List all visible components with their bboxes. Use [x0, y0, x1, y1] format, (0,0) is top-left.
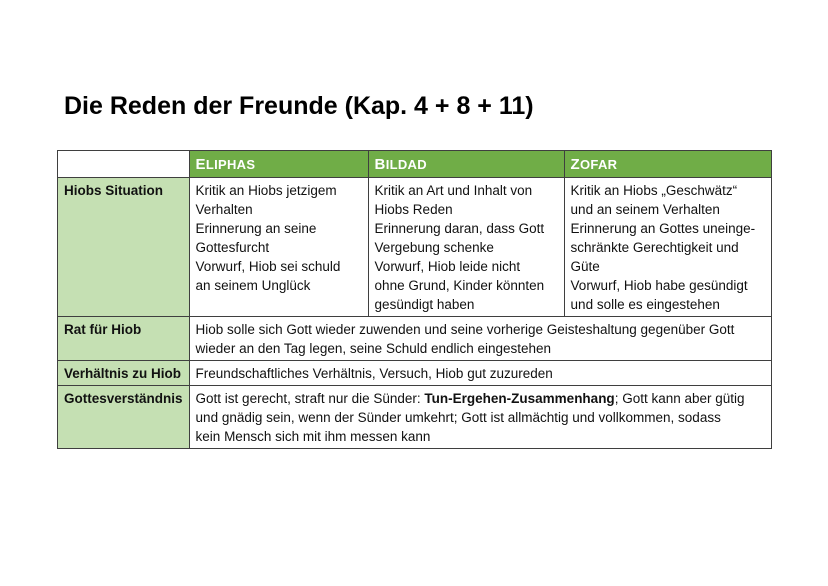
cell-line: Hiobs Reden [374, 202, 453, 217]
table-row-advice [58, 317, 772, 361]
cell-line: Hiob solle sich Gott wieder zuwenden und seine vorherige Geisteshaltung gegenüber Gott [195, 322, 735, 337]
cell-situation-eliphas [189, 178, 368, 317]
cell-line: Vorwurf, Hiob habe gesündigt [570, 278, 748, 293]
cell-line: und solle es eingestehen [570, 297, 720, 312]
table-row-theology [58, 386, 772, 449]
cell-line: Gottesfurcht [195, 240, 270, 255]
table-row-relation [58, 361, 772, 386]
cell-situation-bildad [368, 178, 564, 317]
header-zofar [564, 151, 771, 178]
cell-line: und gnädig sein, wenn der Sünder umkehrt; Gott ist allmächtig und vollkommen, sodass [195, 410, 721, 425]
cell-relation [189, 361, 771, 386]
cell-line: an seinem Unglück [195, 278, 311, 293]
cell-theology [189, 386, 771, 449]
table-header-row [58, 151, 772, 178]
header-eliphas-initial: E [195, 156, 206, 173]
cell-line: Güte [570, 259, 600, 274]
theology-key-term: Tun-Ergehen-Zusammenhang [424, 391, 615, 406]
cell-line: Vergebung schenke [374, 240, 494, 255]
cell-line: Vorwurf, Hiob sei schuld [195, 259, 341, 274]
theology-text-post: ; Gott kann aber gütig [614, 391, 745, 406]
cell-advice [189, 317, 771, 361]
cell-line: Freundschaftliches Verhältnis, Versuch, Hiob gut zuzureden [195, 366, 553, 381]
cell-situation-zofar [564, 178, 771, 317]
cell-line: gesündigt haben [374, 297, 475, 312]
cell-line: ohne Grund, Kinder könnten [374, 278, 545, 293]
header-zofar-initial: Z [570, 156, 581, 173]
cell-line: Verhalten [195, 202, 253, 217]
cell-line: Erinnerung an Gottes uneinge- [570, 221, 756, 236]
header-zofar-rest: OFAR [580, 157, 618, 172]
cell-line [196, 389, 765, 408]
row-label-relation: Verhältnis zu Hiob [58, 361, 190, 386]
header-eliphas-rest: LIPHAS [205, 157, 256, 172]
header-eliphas [189, 151, 368, 178]
cell-line: wieder an den Tag legen, seine Schuld endlich eingestehen [195, 341, 552, 356]
cell-line: kein Mensch sich mit ihm messen kann [195, 429, 431, 444]
row-label-theology: Gottesverständnis [58, 386, 190, 449]
cell-line: schränkte Gerechtigkeit und [570, 240, 739, 255]
cell-line: Vorwurf, Hiob leide nicht [374, 259, 521, 274]
cell-line: Kritik an Hiobs jetzigem [195, 183, 337, 198]
header-bildad-initial: B [374, 156, 386, 173]
row-label-situation: Hiobs Situation [58, 178, 190, 317]
theology-text-pre: Gott ist gerecht, straft nur die Sünder: [195, 391, 425, 406]
friends-speeches-table [57, 150, 772, 449]
table-row-situation [58, 178, 772, 317]
cell-line: Kritik an Hiobs „Geschwätz“ [570, 183, 738, 198]
cell-line: Kritik an Art und Inhalt von [374, 183, 533, 198]
page-title: Die Reden der Freunde (Kap. 4 + 8 + 11) [64, 92, 534, 120]
cell-line: Erinnerung daran, dass Gott [374, 221, 545, 236]
header-bildad-rest: ILDAD [385, 157, 427, 172]
header-corner-cell [58, 151, 190, 178]
cell-line: und an seinem Verhalten [570, 202, 720, 217]
row-label-advice: Rat für Hiob [58, 317, 190, 361]
header-bildad [368, 151, 564, 178]
cell-line: Erinnerung an seine [195, 221, 317, 236]
